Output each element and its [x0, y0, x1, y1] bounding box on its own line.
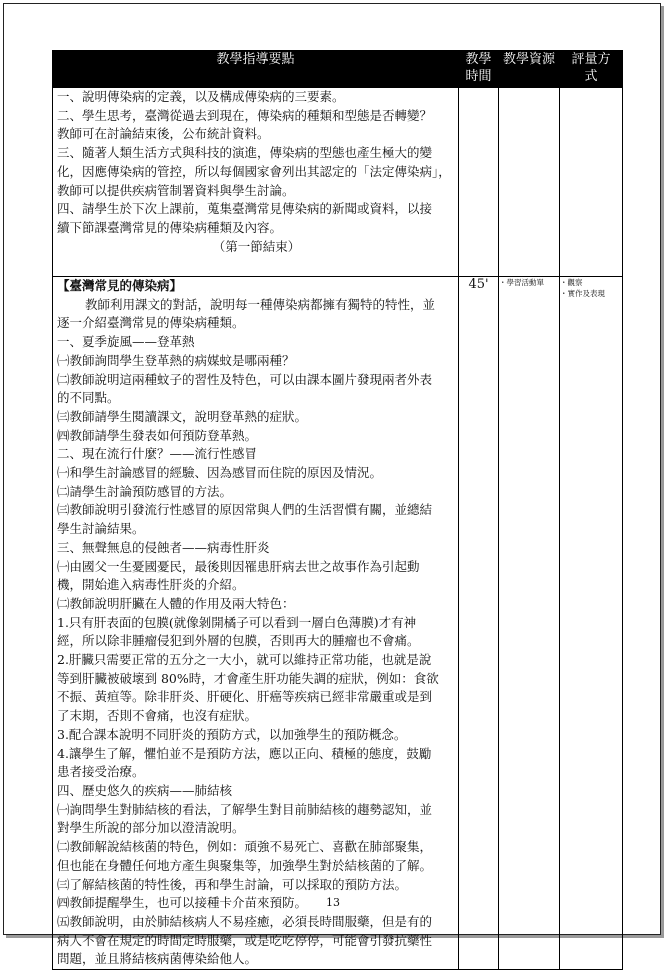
- text-line: ㈡教師解說結核菌的特色，例如：頑強不易死亡、喜歡在肺部聚集，: [57, 839, 433, 855]
- text-line: 等到肝臟被破壞到 80%時，才會產生肝功能失調的症狀，例如：食欲: [57, 670, 439, 686]
- header-time: [459, 51, 499, 88]
- header-eval-line1: 評量方: [571, 52, 611, 67]
- text-line: ㈠詢問學生對肺結核的看法，了解學生對目前肺結核的趨勢認知，並: [57, 801, 433, 817]
- header-time-line1: 教學: [465, 52, 492, 67]
- section2-evaluation: [560, 277, 623, 970]
- text-line: 機，開始進入病毒性肝炎的介紹。: [57, 577, 245, 593]
- section2-title: 【臺灣常見的傳染病】: [57, 278, 183, 293]
- header-time-line2: 時間: [465, 69, 492, 84]
- text-line: ㈣教師請學生發表如何預防登革熱。: [57, 427, 258, 443]
- text-line: ㈣教師提醒學生，也可以接種卡介苗來預防。: [57, 895, 308, 911]
- section2-text: [57, 333, 456, 969]
- section1-end-note: （第一節結束）: [212, 238, 301, 254]
- text-line: 經，所以除非腫瘤侵犯到外層的包膜，否則再大的腫瘤也不會痛。: [57, 633, 420, 649]
- text-line: 教師可在討論結束後，公布統計資料。: [57, 126, 270, 142]
- text-line: 續下節課臺灣常見的傳染病種類及內容。: [57, 219, 283, 235]
- header-resources: 教學資源: [499, 51, 560, 88]
- text-line: ㈠和學生討論感冒的經驗、因為感冒而住院的原因及情況。: [57, 465, 383, 481]
- text-line: ㈡教師說明肝臟在人體的作用及兩大特色：: [57, 595, 295, 611]
- section2-intro-line: 教師利用課文的對話，說明每一種傳染病都擁有獨特的特性，並: [85, 296, 436, 312]
- text-line: 病人不會在規定的時間定時服藥，或是吃吃停停，可能會引發抗藥性: [57, 932, 433, 948]
- text-line: ㈡請學生討論預防感冒的方法。: [57, 483, 233, 499]
- text-line: 學生討論結果。: [57, 521, 145, 537]
- text-line: 2.肝臟只需要正常的五分之一大小，就可以維持正常功能，也就是說: [57, 652, 432, 668]
- text-line: ㈠教師詢問學生登革熱的病媒蚊是哪兩種？: [57, 352, 295, 368]
- table-row: [53, 88, 623, 277]
- text-line: 1.只有肝表面的包膜(就像剝開橘子可以看到一層白色薄膜)才有神: [57, 614, 417, 630]
- text-line: 三、隨著人類生活方式與科技的演進，傳染病的型態也產生極大的變: [57, 145, 433, 161]
- section1-resource-cell: [499, 88, 560, 277]
- text-line: 教師可以提供疾病管制署資料與學生討論。: [57, 182, 295, 198]
- text-line: 三、無聲無息的侵蝕者——病毒性肝炎: [57, 539, 270, 555]
- table-header-row: [53, 51, 623, 88]
- text-line: ㈡教師說明這兩種蚊子的習性及特色，可以由課本圖片發現兩者外表: [57, 371, 433, 387]
- text-line: ㈢教師請學生閱讀課文，說明登革熱的症狀。: [57, 408, 308, 424]
- section1-guide-cell: [53, 88, 459, 277]
- text-line: ㈢了解結核菌的特性後，再和學生討論，可以採取的預防方法。: [57, 876, 408, 892]
- text-line: 患者接受治療。: [57, 764, 145, 780]
- text-line: 一、說明傳染病的定義，以及構成傳染病的三要素。: [57, 89, 345, 104]
- resource-item: ・學習活動單: [499, 278, 544, 287]
- text-line: ㈢教師說明引發流行性感冒的原因常與人們的生活習慣有關，並總結: [57, 502, 433, 518]
- section2-resource: [499, 277, 560, 970]
- text-line: 四、歷史悠久的疾病——肺結核: [57, 782, 233, 798]
- section2-time: 45': [459, 277, 499, 970]
- text-line: 四、請學生於下次上課前，蒐集臺灣常見傳染病的新聞或資料，以接: [57, 201, 433, 217]
- text-line: 的不同點。: [57, 390, 120, 406]
- section1-text: [53, 88, 458, 238]
- text-line: ㈠由國父一生憂國憂民，最後則因罹患肝病去世之故事作為引起動: [57, 558, 420, 574]
- text-line: 問題，並且將結核病菌傳染給他人。: [57, 951, 258, 967]
- text-line: 3.配合課本說明不同肝炎的預防方式，以加強學生的預防概念。: [57, 726, 407, 742]
- text-line: 不振、黃疸等。除非肝炎、肝硬化、肝癌等疾病已經非常嚴重或是到: [57, 689, 433, 705]
- section1-time-cell: [459, 88, 499, 277]
- header-eval-line2: 式: [584, 69, 598, 84]
- header-evaluation: [560, 51, 623, 88]
- text-line: ㈤教師說明，由於肺結核病人不易痊癒，必須長時間服藥，但是有的: [57, 913, 433, 929]
- eval-item: ・實作及表現: [560, 289, 605, 298]
- text-line: 但也能在身體任何地方產生與聚集等，加強學生對於結核菌的了解。: [57, 857, 433, 873]
- text-line: 了末期，否則不會痛，也沒有症狀。: [57, 708, 258, 724]
- text-line: 二、現在流行什麼？——流行性感冒: [57, 446, 258, 462]
- text-line: 二、學生思考，臺灣從過去到現在，傳染病的種類和型態是否轉變？: [57, 107, 433, 123]
- lesson-plan-table: [52, 50, 623, 970]
- page-number: 13: [326, 896, 340, 909]
- text-line: 對學生所說的部分加以澄清說明。: [57, 820, 245, 836]
- text-line: 4.讓學生了解，懼怕並不是預防方法，應以正向、積極的態度，鼓勵: [57, 745, 432, 761]
- table-row: [53, 277, 623, 970]
- text-line: 化，因應傳染病的管控，所以每個國家會列出其認定的「法定傳染病」，: [57, 163, 451, 179]
- section2-intro-line: 逐一介紹臺灣常見的傳染病種類。: [57, 315, 245, 331]
- header-guide: 教學指導要點: [53, 51, 459, 88]
- eval-item: ・觀察: [560, 278, 583, 287]
- section1-eval-cell: [560, 88, 623, 277]
- section2-guide-cell: [53, 277, 459, 970]
- text-line: 一、夏季旋風——登革熱: [57, 334, 195, 350]
